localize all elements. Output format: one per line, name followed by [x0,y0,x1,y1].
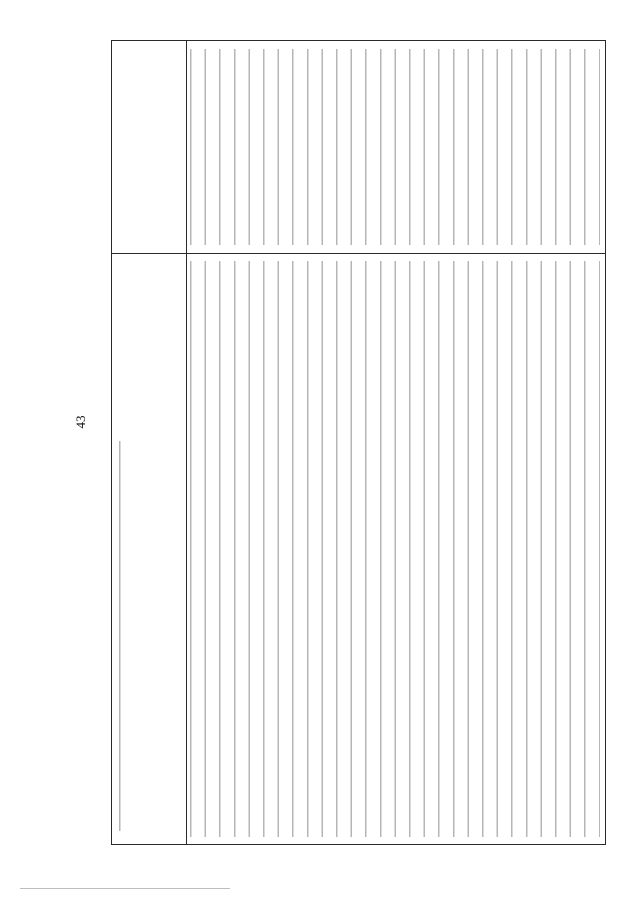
table-row-text-lines [190,49,600,245]
table-column-divider [186,41,187,844]
indicator-table [111,40,606,845]
settlement-name-text-line [119,441,122,831]
page-number: 43 [73,415,88,429]
footer-rule [20,888,230,889]
table-row-text-lines [190,261,600,837]
